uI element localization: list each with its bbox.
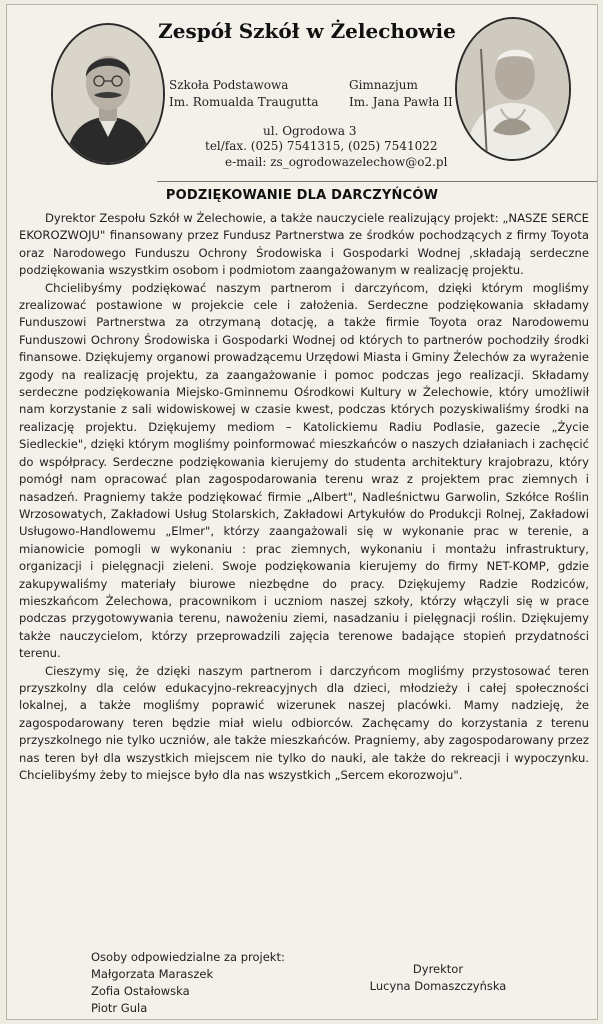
portrait-traugutt: [51, 23, 165, 165]
school-email: e-mail: zs_ogrodowazelechow@o2.pl: [225, 155, 448, 169]
primary-school-patron: Im. Romualda Traugutta: [169, 95, 319, 109]
article-sheet: [6, 4, 598, 1020]
primary-school-name: Szkoła Podstawowa: [169, 78, 289, 92]
article-body: [19, 210, 589, 784]
director-title: Dyrektor: [412, 962, 464, 976]
school-address: ul. Ogrodowa 3: [263, 124, 357, 138]
portrait-john-paul-ii: [455, 17, 571, 161]
header-divider: [157, 181, 597, 182]
director-name: Lucyna Domaszczyńska: [369, 979, 507, 993]
responsible-person: Piotr Gula: [91, 1001, 148, 1015]
gymnasium-name: Gimnazjum: [349, 78, 418, 92]
paragraph-thanks: Chcielibyśmy podziękować naszym partnerom i darczyńcom, dzięki którym mogliśmy zrealizować postawione w projekcie cele i założenia. Serdeczne podziękowania składamy Funduszowi Partnerstwa za otrzymaną dotację, a także firmie Toyota oraz Narodowemu Funduszowi Ochrony Środowiska i Gospodarki Wodnej od których to partnerów pochodziły środki finansowe. Dziękujemy organowi prowadzącemu Urzędowi Miasta i Gminy Żelechów za wyrażenie zgody na realizację projektu, za zaangażowanie i pomoc podczas jego realizacji. Składamy serdeczne podziękowania Miejsko-Gminnemu Ośrodkowi Kultury w Żelechowie, który umożliwił nam korzystanie z sali widowiskowej w czasie kwest, podczas których pozyskiwaliśmy środki na realizację projektu. Dziękujemy mediom – Katolickiemu Radiu Podlasie, gazecie „Życie Siedleckie", dzięki którym mogliśmy poinformować mieszkańców o naszych działaniach i zachęcić do współpracy. Serdeczne podziękowania kierujemy do studenta architektury krajobrazu, który pomógł nam opracować plan zagospodarowania terenu wraz z projektem prac ziemnych i nasadzeń. Pragniemy także podziękować firmie „Albert", Nadleśnictwu Garwolin, Szkółce Roślin Wrzosowatych, Zakładowi Usług Stolarskich, Zakładowi Artykułów do Produkcji Rolnej, Zakładowi Usługowo-Handlowemu „Elmer", którzy zaangażowali się w wykonanie prac w terenie, a mianowicie pomogli w wykonaniu : prac ziemnych, wykonaniu i montażu infrastruktury, organizacji i pielęgnacji zieleni. Swoje podziękowania kierujemy do firmy NET-KOMP, gdzie zakupywaliśmy materiały biurowe niezbędne do pracy. Dziękujemy Radzie Rodziców, mieszkańcom Żelechowa, pracownikom i uczniom naszej szkoły, którzy włączyli się w prace podczas przygotowywania terenu, nawożeniu ziemi, nasadzaniu i pielęgnacji roślin. Dziękujemy także nauczycielom, którzy przeprowadzili zajęcia terenowe badające stopień przydatności terenu.: [19, 280, 589, 661]
gymnasium-patron: Im. Jana Pawła II: [349, 95, 453, 109]
paragraph-intro: Dyrektor Zespołu Szkół w Żelechowie, a także nauczyciele realizujący projekt: „NASZE SERCE EKOROZWOJU" finansowany przez Fundusz Partnerstwa ze środków pochodzących z firmy Toyota oraz Narodowego Funduszu Ochrony Środowiska i Gospodarki Wodnej ,składają serdeczne podziękowania wszystkim osobom i podmiotom zaangażowanym w realizację projektu.: [19, 211, 589, 278]
responsible-persons: [91, 949, 285, 1017]
article-heading: PODZIĘKOWANIE DLA DARCZYŃCÓW: [165, 188, 439, 203]
school-title: Zespół Szkół w Żelechowie: [158, 19, 456, 43]
responsible-person: Małgorzata Maraszek: [91, 967, 214, 981]
school-phone: tel/fax. (025) 7541315, (025) 7541022: [205, 139, 438, 153]
paragraph-closing: Cieszymy się, że dzięki naszym partnerom i darczyńcom mogliśmy przystosować teren przyszkolny dla celów edukacyjno-rekreacyjnych dla dzieci, młodzieży i całej społeczności lokalnej, a także mogliśmy poprawić wizerunek naszej placówki. Mamy nadzieję, że zagospodarowany teren będzie miał wielu odbiorców. Zachęcamy do korzystania z terenu przyszkolnego nie tylko uczniów, ale także mieszkańców. Pragniemy, aby zagospodarowany przez nas teren był dla wszystkich miejscem nie tylko do nauki, ale także do rekreacji i wypoczynku. Chcielibyśmy żeby to miejsce było dla nas wszystkich „Sercem ekorozwoju".: [19, 663, 589, 782]
responsible-person: Zofia Ostałowska: [91, 984, 190, 998]
responsible-label: Osoby odpowiedzialne za projekt:: [91, 950, 285, 964]
school-header: [7, 5, 597, 173]
director-signature: [363, 961, 513, 995]
